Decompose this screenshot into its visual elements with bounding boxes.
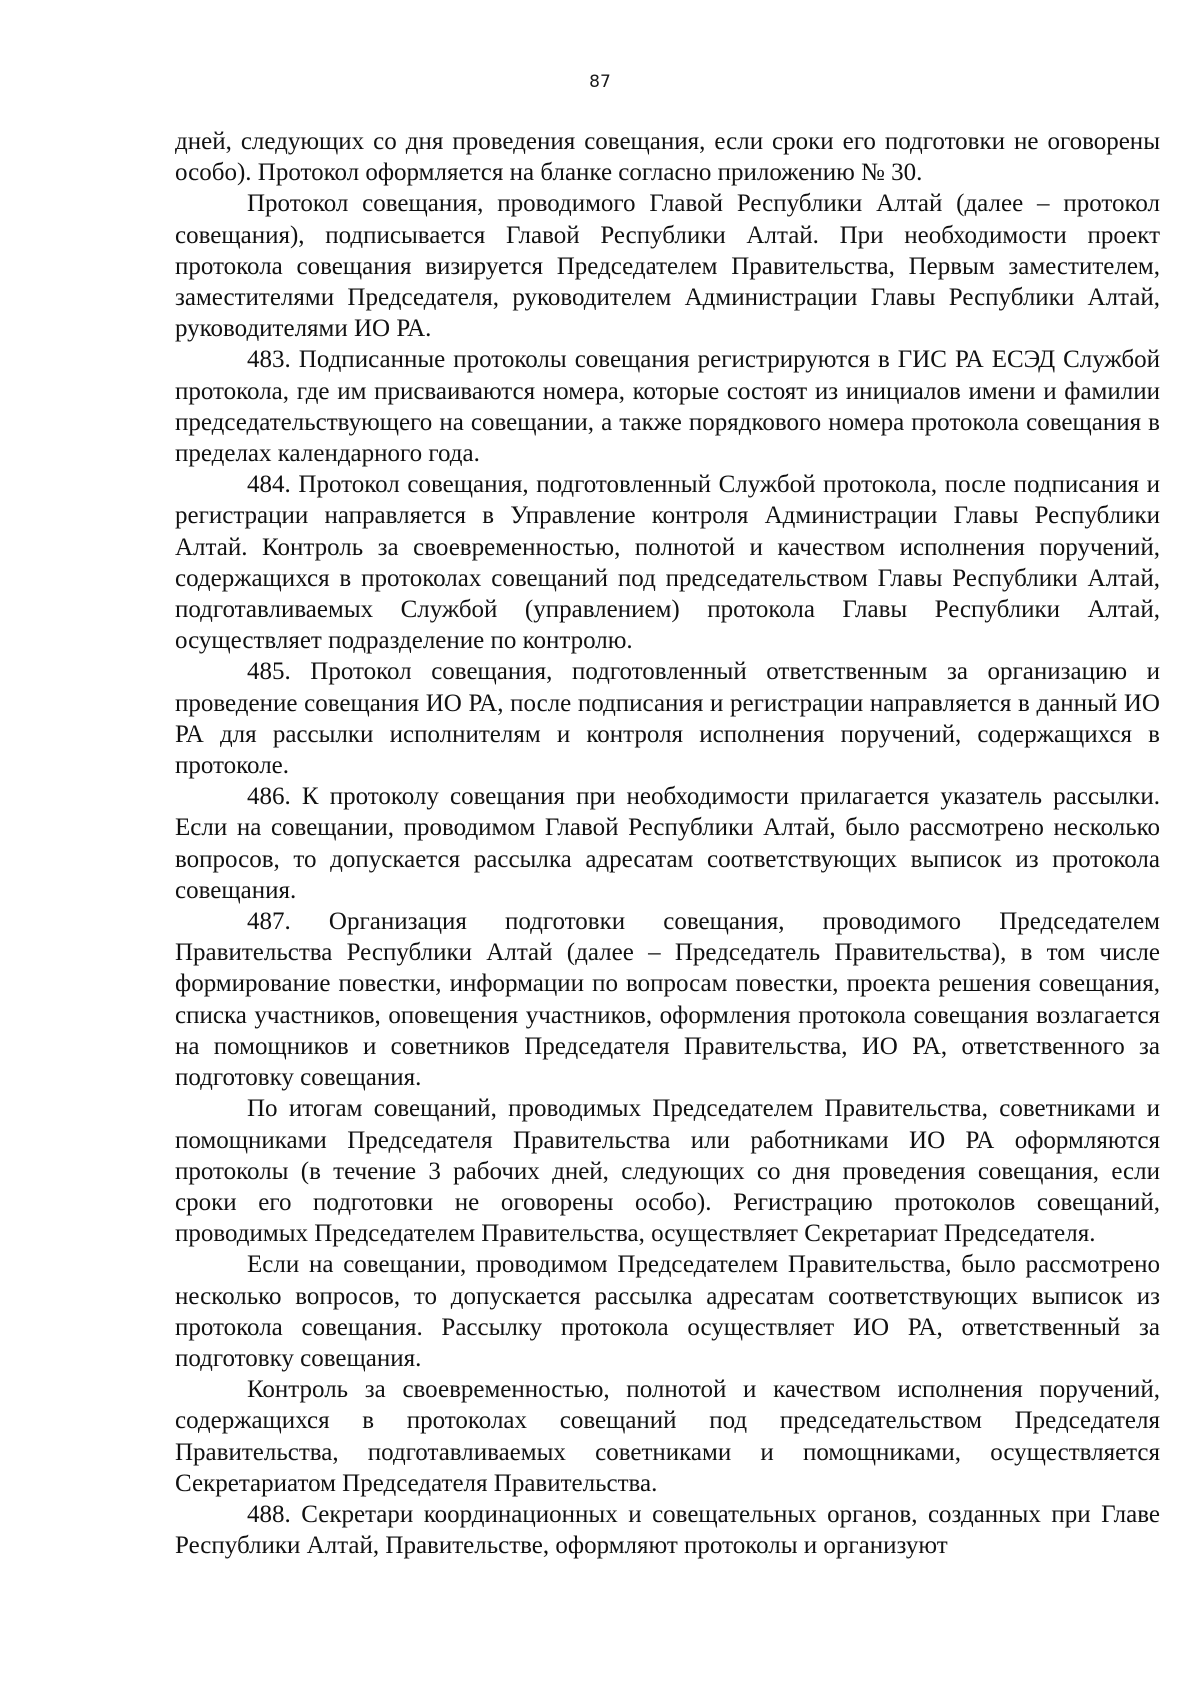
paragraph-distribution: Если на совещании, проводимом Председателем Правительства, было рассмотрено несколько вопросов, то допускается рассылка адресатам соответствующих выписок из протокола совещания. Рассылку протокола осуществляет ИО РА, ответственный за подготовку совещания. [175,1251,1160,1372]
paragraph-protocol-signing: Протокол совещания, проводимого Главой Республики Алтай (далее – протокол совещания), подписывается Главой Республики Алтай. При необходимости проект протокола совещания визируется Председателем Правительства, Первым заместителем, заместителями Председателя, руководителем Администрации Главы Республики Алтай, руководителями ИО РА. [175,190,1160,343]
paragraph-control: Контроль за своевременностью, полнотой и качеством исполнения поручений, содержащихся в протоколах совещаний под председательством Председателя Правительства, подготавливаемых советниками и помощниками, осуществляется Секретариатом Председателя Правительства. [175,1376,1160,1497]
paragraph-continuation: дней, следующих со дня проведения совещания, если сроки его подготовки не оговорены особо). Протокол оформляется на бланке согласно приложению № 30. [175,128,1160,187]
page-number: 87 [589,72,611,92]
paragraph-485: 485. Протокол совещания, подготовленный ответственным за организацию и проведение совещания ИО РА, после подписания и регистрации направляется в данный ИО РА для рассылки исполнителям и контроля исполнения поручений, содержащихся в протоколе. [175,658,1160,780]
paragraph-meeting-results: По итогам совещаний, проводимых Председателем Правительства, советниками и помощниками Председателя Правительства или работниками ИО РА оформляются протоколы (в течение 3 рабочих дней, следующих со дня проведения совещания, если сроки его подготовки не оговорены особо). Регистрацию протоколов совещаний, проводимых Председателем Правительства, осуществляет Секретариат Председателя. [175,1095,1160,1248]
paragraph-487: 487. Организация подготовки совещания, проводимого Председателем Правительства Республики Алтай (далее – Председатель Правительства), в том числе формирование повестки, информации по вопросам повестки, проекта решения совещания, списка участников, оповещения участников, оформления протокола совещания возлагается на помощников и советников Председателя Правительства, ИО РА, ответственного за подготовку совещания. [175,908,1160,1092]
paragraph-488: 488. Секретари координационных и совещательных органов, созданных при Главе Республики Алтай, Правительстве, оформляют протоколы и организуют [175,1500,1160,1560]
paragraph-486: 486. К протоколу совещания при необходимости прилагается указатель рассылки. Если на совещании, проводимом Главой Республики Алтай, было рассмотрено несколько вопросов, то допускается рассылка адресатам соответствующих выписок из протокола совещания. [175,783,1160,904]
document-body [175,126,1160,1561]
paragraph-484: 484. Протокол совещания, подготовленный Службой протокола, после подписания и регистрации направляется в Управление контроля Администрации Главы Республики Алтай. Контроль за своевременностью, полнотой и качеством исполнения поручений, содержащихся в протоколах совещаний под председательством Главы Республики Алтай, подготавливаемых Службой (управлением) протокола Главы Республики Алтай, осуществляет подразделение по контролю. [175,471,1160,655]
paragraph-483: 483. Подписанные протоколы совещания регистрируются в ГИС РА ЕСЭД Службой протокола, где им присваиваются номера, которые состоят из инициалов имени и фамилии председательствующего на совещании, а также порядкового номера протокола совещания в пределах календарного года. [175,346,1160,468]
